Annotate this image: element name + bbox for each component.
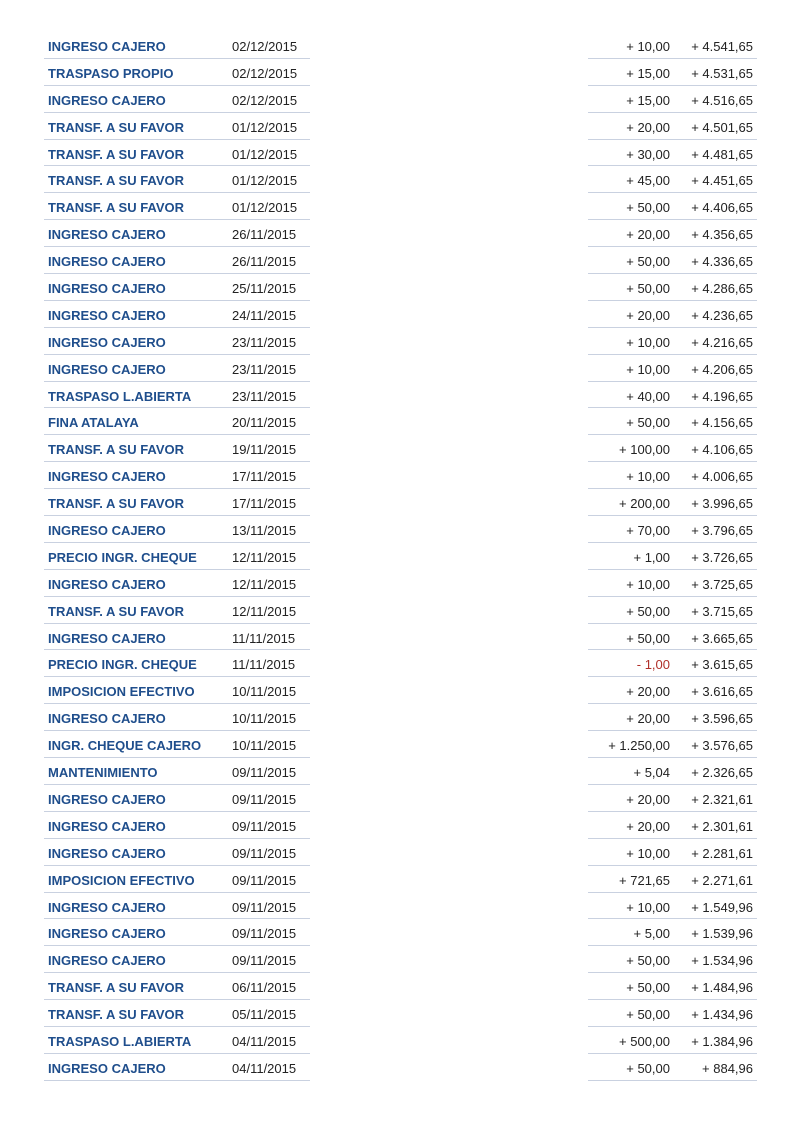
transaction-row [44, 435, 757, 462]
transaction-amount: + 15,00 [626, 65, 670, 81]
transaction-balance: + 4.531,65 [691, 65, 753, 81]
transaction-description[interactable]: INGRESO CAJERO [48, 254, 166, 270]
transaction-balance: + 4.481,65 [691, 146, 753, 162]
transaction-description[interactable]: IMPOSICION EFECTIVO [48, 684, 195, 700]
transaction-balance: + 4.286,65 [691, 281, 753, 297]
transaction-amount: + 20,00 [626, 227, 670, 243]
transaction-date: 11/11/2015 [232, 657, 296, 673]
transaction-description[interactable]: TRANSF. A SU FAVOR [48, 603, 185, 619]
transaction-balance: + 4.196,65 [691, 388, 753, 404]
transaction-date: 26/11/2015 [232, 227, 297, 243]
transaction-description[interactable]: INGRESO CAJERO [48, 39, 166, 54]
transactions-table [44, 32, 757, 1081]
transaction-balance: + 4.216,65 [691, 334, 753, 350]
transaction-amount: + 50,00 [626, 1007, 670, 1023]
transaction-amount: + 50,00 [626, 254, 670, 270]
transaction-row [44, 866, 757, 893]
transaction-date: 01/12/2015 [232, 146, 298, 162]
transaction-row [44, 193, 757, 220]
transaction-date: 09/11/2015 [232, 818, 297, 834]
transaction-row [44, 86, 757, 113]
transaction-description[interactable]: INGRESO CAJERO [48, 576, 166, 592]
transaction-description[interactable]: INGRESO CAJERO [48, 845, 166, 861]
transaction-amount: + 10,00 [626, 469, 670, 485]
transaction-row [44, 758, 757, 785]
transaction-amount: + 45,00 [626, 173, 670, 189]
transaction-date: 23/11/2015 [232, 334, 297, 350]
transaction-date: 13/11/2015 [232, 523, 297, 539]
transaction-description[interactable]: FINA ATALAYA [48, 415, 139, 431]
transaction-description[interactable]: INGRESO CAJERO [48, 361, 166, 377]
transaction-date: 02/12/2015 [232, 65, 298, 81]
transaction-balance: + 4.541,65 [691, 39, 753, 54]
transaction-description[interactable]: TRANSF. A SU FAVOR [48, 496, 185, 512]
transaction-balance: + 3.615,65 [691, 657, 753, 673]
transaction-row [44, 140, 757, 167]
transaction-amount: + 50,00 [626, 980, 670, 996]
transaction-amount: + 10,00 [626, 845, 670, 861]
transaction-description[interactable]: INGRESO CAJERO [48, 1060, 166, 1076]
transaction-date: 24/11/2015 [232, 307, 297, 323]
row-divider [44, 1080, 310, 1081]
transaction-date: 26/11/2015 [232, 254, 297, 270]
transaction-row [44, 301, 757, 328]
transaction-balance: + 4.106,65 [691, 442, 753, 458]
transaction-amount: + 10,00 [626, 361, 670, 377]
transaction-date: 19/11/2015 [232, 442, 297, 458]
transaction-date: 10/11/2015 [232, 711, 297, 727]
transaction-row [44, 624, 757, 651]
transaction-date: 01/12/2015 [232, 119, 298, 135]
transaction-balance: + 2.301,61 [691, 818, 753, 834]
transaction-date: 23/11/2015 [232, 361, 297, 377]
transaction-row [44, 166, 757, 193]
transaction-balance: + 2.326,65 [691, 765, 753, 781]
transaction-balance: + 1.434,96 [691, 1007, 753, 1023]
transaction-row [44, 812, 757, 839]
transaction-row [44, 220, 757, 247]
transaction-amount: + 10,00 [626, 334, 670, 350]
transaction-description[interactable]: TRASPASO L.ABIERTA [48, 1033, 192, 1049]
transaction-amount: + 500,00 [619, 1033, 670, 1049]
transaction-balance: + 1.484,96 [691, 980, 753, 996]
transaction-description[interactable]: INGRESO CAJERO [48, 334, 166, 350]
row-divider [588, 1080, 757, 1081]
transaction-amount: + 50,00 [626, 1060, 670, 1076]
transaction-balance: + 3.726,65 [691, 549, 753, 565]
transaction-date: 17/11/2015 [232, 496, 297, 512]
transaction-description[interactable]: INGR. CHEQUE CAJERO [48, 738, 202, 754]
transaction-row [44, 704, 757, 731]
transaction-date: 23/11/2015 [232, 388, 297, 404]
transaction-date: 05/11/2015 [232, 1007, 297, 1023]
transaction-balance: + 4.501,65 [691, 119, 753, 135]
transaction-balance: + 4.206,65 [691, 361, 753, 377]
transaction-amount: + 5,00 [633, 926, 670, 942]
transaction-description[interactable]: TRANSF. A SU FAVOR [48, 442, 185, 458]
transaction-amount: - 1,00 [636, 657, 670, 673]
transaction-amount: + 40,00 [626, 388, 670, 404]
transaction-amount: + 20,00 [626, 711, 670, 727]
transaction-balance: + 2.321,61 [691, 791, 753, 807]
transaction-date: 12/11/2015 [232, 576, 297, 592]
transaction-description[interactable]: INGRESO CAJERO [48, 281, 166, 297]
transaction-balance: + 3.725,65 [691, 576, 753, 592]
transaction-description[interactable]: TRANSF. A SU FAVOR [48, 119, 185, 135]
transaction-balance: + 4.451,65 [691, 173, 753, 189]
transaction-row [44, 893, 757, 920]
transaction-balance: + 4.516,65 [691, 92, 753, 108]
transaction-row [44, 59, 757, 86]
transaction-row [44, 543, 757, 570]
transaction-amount: + 50,00 [626, 281, 670, 297]
transaction-balance: + 3.665,65 [691, 630, 753, 646]
transaction-date: 10/11/2015 [232, 684, 297, 700]
transaction-row [44, 650, 757, 677]
transaction-amount: + 721,65 [619, 872, 670, 888]
transaction-row [44, 1000, 757, 1027]
transaction-amount: + 50,00 [626, 200, 670, 216]
transaction-amount: + 20,00 [626, 791, 670, 807]
transaction-amount: + 20,00 [626, 119, 670, 135]
transaction-description[interactable]: INGRESO CAJERO [48, 92, 166, 108]
transaction-balance: + 4.236,65 [691, 307, 753, 323]
transaction-balance: + 4.006,65 [691, 469, 753, 485]
transaction-date: 06/11/2015 [232, 980, 297, 996]
transaction-amount: + 50,00 [626, 603, 670, 619]
transaction-amount: + 10,00 [626, 576, 670, 592]
transaction-balance: + 2.281,61 [691, 845, 753, 861]
transaction-balance: + 1.534,96 [691, 953, 753, 969]
transaction-amount: + 50,00 [626, 630, 670, 646]
transaction-balance: + 3.796,65 [691, 523, 753, 539]
transaction-row [44, 731, 757, 758]
transaction-balance: + 4.356,65 [691, 227, 753, 243]
transaction-balance: + 3.616,65 [691, 684, 753, 700]
transaction-date: 09/11/2015 [232, 845, 297, 861]
transaction-date: 09/11/2015 [232, 791, 297, 807]
transaction-description[interactable]: INGRESO CAJERO [48, 818, 166, 834]
transaction-amount: + 10,00 [626, 39, 670, 54]
transaction-description[interactable]: INGRESO CAJERO [48, 469, 166, 485]
transaction-amount: + 20,00 [626, 818, 670, 834]
transaction-description[interactable]: INGRESO CAJERO [48, 630, 166, 646]
transaction-row [44, 355, 757, 382]
transaction-row [44, 516, 757, 543]
transaction-date: 12/11/2015 [232, 603, 297, 619]
transaction-description[interactable]: PRECIO INGR. CHEQUE [48, 549, 197, 565]
transaction-description[interactable]: INGRESO CAJERO [48, 523, 166, 539]
transaction-description[interactable]: INGRESO CAJERO [48, 711, 166, 727]
transaction-balance: + 1.384,96 [691, 1033, 753, 1049]
transaction-description[interactable]: PRECIO INGR. CHEQUE [48, 657, 197, 673]
transaction-description[interactable]: TRANSF. A SU FAVOR [48, 980, 185, 996]
transaction-balance: + 4.156,65 [691, 415, 753, 431]
transaction-date: 09/11/2015 [232, 926, 297, 942]
transaction-date: 01/12/2015 [232, 173, 298, 189]
transaction-row [44, 1027, 757, 1054]
transaction-amount: + 200,00 [619, 496, 670, 512]
transaction-balance: + 2.271,61 [691, 872, 753, 888]
transaction-description[interactable]: MANTENIMIENTO [48, 765, 158, 781]
transaction-description[interactable]: TRANSF. A SU FAVOR [48, 173, 185, 189]
transaction-description[interactable]: INGRESO CAJERO [48, 227, 166, 243]
transaction-row [44, 839, 757, 866]
transaction-row [44, 946, 757, 973]
transaction-date: 12/11/2015 [232, 549, 297, 565]
transaction-amount: + 10,00 [626, 899, 670, 915]
transaction-amount: + 100,00 [619, 442, 670, 458]
transaction-description[interactable]: INGRESO CAJERO [48, 953, 166, 969]
transaction-description[interactable]: INGRESO CAJERO [48, 307, 166, 323]
transaction-description[interactable]: INGRESO CAJERO [48, 899, 166, 915]
transaction-balance: + 4.336,65 [691, 254, 753, 270]
transaction-date: 09/11/2015 [232, 899, 297, 915]
transaction-date: 02/12/2015 [232, 92, 298, 108]
transaction-balance: + 3.576,65 [691, 738, 753, 754]
transaction-amount: + 20,00 [626, 307, 670, 323]
transaction-date: 25/11/2015 [232, 281, 297, 297]
transaction-row [44, 597, 757, 624]
transaction-balance: + 884,96 [702, 1060, 753, 1076]
transaction-row [44, 489, 757, 516]
transaction-description[interactable]: TRANSF. A SU FAVOR [48, 1007, 185, 1023]
transaction-date: 09/11/2015 [232, 765, 297, 781]
transaction-row [44, 462, 757, 489]
transaction-balance: + 3.715,65 [691, 603, 753, 619]
transaction-amount: + 15,00 [626, 92, 670, 108]
transaction-row [44, 328, 757, 355]
transaction-row [44, 570, 757, 597]
transaction-description[interactable]: IMPOSICION EFECTIVO [48, 872, 195, 888]
transaction-date: 09/11/2015 [232, 953, 297, 969]
transaction-description[interactable]: TRANSF. A SU FAVOR [48, 200, 185, 216]
transaction-date: 09/11/2015 [232, 872, 297, 888]
transaction-amount: + 1.250,00 [608, 738, 670, 754]
transaction-description[interactable]: TRASPASO L.ABIERTA [48, 388, 192, 404]
transaction-row [44, 382, 757, 409]
transaction-date: 20/11/2015 [232, 415, 297, 431]
transaction-date: 02/12/2015 [232, 39, 298, 54]
transaction-date: 04/11/2015 [232, 1060, 297, 1076]
transaction-date: 10/11/2015 [232, 738, 297, 754]
transaction-amount: + 30,00 [626, 146, 670, 162]
transaction-description[interactable]: INGRESO CAJERO [48, 926, 166, 942]
transaction-amount: + 50,00 [626, 953, 670, 969]
transaction-balance: + 1.539,96 [691, 926, 753, 942]
transaction-date: 04/11/2015 [232, 1033, 297, 1049]
transaction-row [44, 785, 757, 812]
transaction-balance: + 4.406,65 [691, 200, 753, 216]
transaction-row [44, 247, 757, 274]
transaction-amount: + 70,00 [626, 523, 670, 539]
transaction-amount: + 1,00 [633, 549, 670, 565]
transaction-amount: + 5,04 [633, 765, 670, 781]
transaction-balance: + 1.549,96 [691, 899, 753, 915]
transaction-amount: + 50,00 [626, 415, 670, 431]
transaction-row [44, 32, 757, 59]
transaction-row [44, 274, 757, 301]
transaction-description[interactable]: TRANSF. A SU FAVOR [48, 146, 185, 162]
transaction-row [44, 973, 757, 1000]
transaction-row [44, 677, 757, 704]
transaction-description[interactable]: TRASPASO PROPIO [48, 65, 174, 81]
transaction-date: 01/12/2015 [232, 200, 298, 216]
transaction-date: 11/11/2015 [232, 630, 296, 646]
transaction-balance: + 3.596,65 [691, 711, 753, 727]
transaction-row [44, 1054, 757, 1081]
transaction-description[interactable]: INGRESO CAJERO [48, 791, 166, 807]
transaction-row [44, 113, 757, 140]
transaction-row [44, 408, 757, 435]
transaction-date: 17/11/2015 [232, 469, 297, 485]
transaction-amount: + 20,00 [626, 684, 670, 700]
transaction-balance: + 3.996,65 [691, 496, 753, 512]
transaction-row [44, 919, 757, 946]
